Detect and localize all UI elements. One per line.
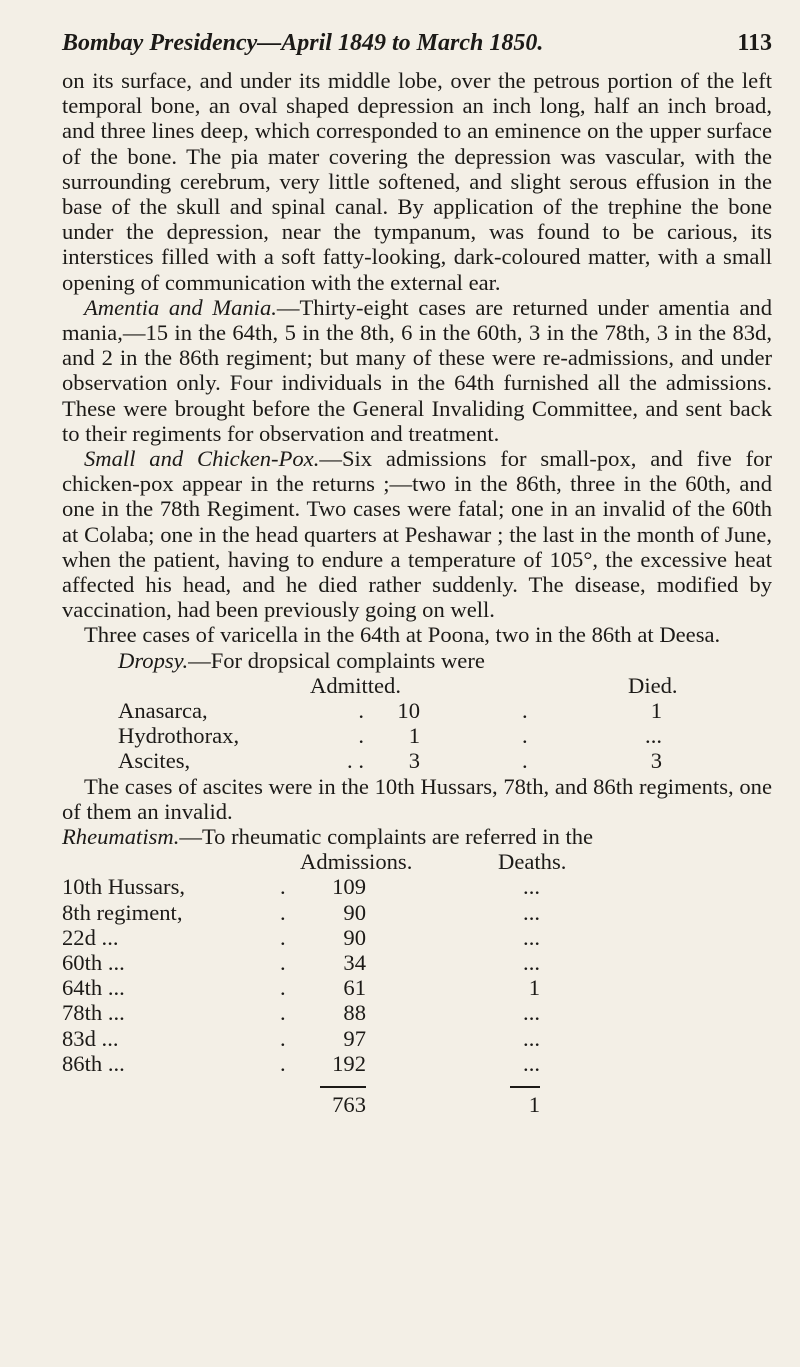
dropsy-row-admitted: 10	[397, 698, 420, 724]
heading-amentia: Amentia and Mania.	[84, 294, 277, 320]
rheumatism-row-admissions: 34	[343, 949, 366, 975]
page	[62, 30, 772, 1117]
rheumatism-row-name: 78th ...	[62, 1000, 125, 1026]
rheumatism-intro	[62, 824, 594, 850]
rheumatism-row-dots: .	[280, 1000, 286, 1026]
rheumatism-row	[62, 950, 772, 975]
rheumatism-row	[62, 874, 772, 899]
rheumatism-col-deaths: Deaths.	[498, 849, 567, 875]
dropsy-row-name: Hydrothorax,	[118, 723, 240, 749]
dropsy-row-admitted: 3	[408, 748, 420, 774]
dropsy-row-sep: .	[522, 723, 528, 749]
rheumatism-col-admissions: Admissions.	[300, 849, 413, 875]
total-rule-admissions	[320, 1086, 366, 1088]
dropsy-row	[62, 723, 772, 748]
rheumatism-row-deaths: ...	[523, 949, 540, 975]
paragraph-continued: on its surface, and under its middle lobe, over the petrous portion of the left temporal bone, an oval shaped depression an inch long, half an inch broad, and three lines deep, which corresponded to an eminence on the upper surface of the bone. The pia mater covering the depression was vascular, with the surrounding cerebrum, very little softened, and slight serous effusion in the base of the skull and spinal canal. By application of the trephine the bone under the depression, near the tympanum, was found to be carious, its interstices filled with a soft fatty-looking, dark-coloured matter, with a small opening of communication with the external ear.	[62, 68, 772, 295]
total-admissions: 763	[332, 1091, 366, 1117]
rheumatism-row-dots: .	[280, 949, 286, 975]
rheumatism-row-name: 83d ...	[62, 1025, 119, 1051]
rheumatism-row-deaths: ...	[523, 1000, 540, 1026]
dropsy-rows	[62, 698, 772, 774]
paragraph-varicella: Three cases of varicella in the 64th at Poona, two in the 86th at Deesa.	[84, 622, 721, 648]
dropsy-row	[62, 748, 772, 773]
rheumatism-intro-text: —To rheumatic complaints are referred in the	[179, 824, 594, 850]
rheumatism-row	[62, 1026, 772, 1051]
dropsy-row-admitted: 1	[408, 723, 420, 749]
dropsy-header-row	[62, 673, 772, 698]
dropsy-row-dots: .	[358, 698, 364, 724]
rheumatism-rows	[62, 874, 772, 1076]
dropsy-col-died: Died.	[628, 672, 678, 698]
rheumatism-row-name: 22d ...	[62, 924, 119, 950]
rheumatism-row	[62, 900, 772, 925]
rheumatism-row-admissions: 61	[343, 975, 366, 1001]
rheumatism-total-row	[62, 1092, 772, 1117]
total-deaths: 1	[528, 1091, 540, 1117]
rheumatism-header-row	[62, 849, 772, 874]
rheumatism-row-name: 8th regiment,	[62, 899, 183, 925]
paragraph-amentia	[62, 295, 772, 446]
dropsy-row-name: Ascites,	[118, 748, 191, 774]
heading-dropsy: Dropsy.	[118, 647, 189, 673]
rheumatism-row-admissions: 88	[343, 1000, 366, 1026]
rheumatism-row-admissions: 97	[343, 1025, 366, 1051]
dropsy-row-died: ...	[645, 723, 662, 749]
running-head	[62, 30, 772, 64]
rheumatism-row-dots: .	[280, 874, 286, 900]
running-head-title: Bombay Presidency—April 1849 to March 1850.	[62, 30, 544, 56]
dropsy-row-sep: .	[522, 698, 528, 724]
dropsy-row-died: 3	[650, 748, 662, 774]
dropsy-row	[62, 698, 772, 723]
dropsy-note: The cases of ascites were in the 10th Hussars, 78th, and 86th regiments, one of them an invalid.	[62, 773, 772, 824]
dropsy-row-name: Anasarca,	[118, 698, 208, 724]
amentia-text: —Thirty-eight cases are returned under amentia and mania,—15 in the 64th, 5 in the 8th, 6 in the 60th, 3 in the 78th, 3 in the 83d, and 2 in the 86th regiment; but many of these were re-admissions, and under observation only. Four individuals in the 64th furnished all the admissions. These were brought before the General Invaliding Committee, and sent back to their regiments for observation and treatment.	[62, 294, 772, 446]
rheumatism-intro-row	[62, 824, 772, 849]
dropsy-intro-text: —For dropsical complaints were	[188, 647, 485, 673]
dropsy-row-dots: . .	[347, 748, 364, 774]
dropsy-intro	[118, 647, 485, 673]
total-rule-deaths	[510, 1086, 540, 1088]
rheumatism-row-dots: .	[280, 975, 286, 1001]
rheumatism-row	[62, 1051, 772, 1076]
rheumatism-section	[62, 824, 772, 1117]
heading-rheumatism: Rheumatism.	[62, 824, 180, 850]
rheumatism-row-dots: .	[280, 1025, 286, 1051]
rheumatism-row-deaths: 1	[528, 975, 540, 1001]
rheumatism-row	[62, 1000, 772, 1025]
rheumatism-row-name: 64th ...	[62, 975, 125, 1001]
rheumatism-row-dots: .	[280, 899, 286, 925]
dropsy-row-dots: .	[358, 723, 364, 749]
rheumatism-row-admissions: 90	[343, 924, 366, 950]
rheumatism-row	[62, 925, 772, 950]
rheumatism-row-name: 86th ...	[62, 1050, 125, 1076]
page-number: 113	[737, 30, 772, 56]
rheumatism-row-admissions: 90	[343, 899, 366, 925]
paragraph-pox	[62, 446, 772, 622]
dropsy-section	[62, 648, 772, 774]
rheumatism-row-deaths: ...	[523, 1050, 540, 1076]
rheumatism-row-dots: .	[280, 1050, 286, 1076]
dropsy-col-admitted: Admitted.	[310, 672, 401, 698]
dropsy-row-sep: .	[522, 748, 528, 774]
rheumatism-row-name: 10th Hussars,	[62, 874, 186, 900]
rheumatism-row-name: 60th ...	[62, 949, 125, 975]
pox-text: —Six admissions for small-pox, and five for chicken-pox appear in the returns ;—two in the 86th, three in the 60th, and one in the 78th Regiment. Two cases were fatal; one in an invalid of the 60th at Colaba; one in the head quarters at Peshawar ; the last in the month of June, when the patient, having to endure a temperature of 105°, the excessive heat affected his head, and he died rather suddenly. The disease, modified by vaccination, had been previously going on well.	[62, 446, 772, 623]
rheumatism-row-deaths: ...	[523, 1025, 540, 1051]
rheumatism-row-admissions: 109	[332, 874, 366, 900]
rheumatism-row-deaths: ...	[523, 874, 540, 900]
dropsy-row-died: 1	[650, 698, 662, 724]
dropsy-intro-row	[62, 648, 772, 673]
rheumatism-row-deaths: ...	[523, 899, 540, 925]
heading-pox: Small and Chicken-Pox.	[84, 446, 320, 472]
rheumatism-row-dots: .	[280, 924, 286, 950]
rheumatism-row-deaths: ...	[523, 924, 540, 950]
rheumatism-row	[62, 975, 772, 1000]
total-rules	[62, 1076, 772, 1092]
rheumatism-row-admissions: 192	[332, 1050, 366, 1076]
